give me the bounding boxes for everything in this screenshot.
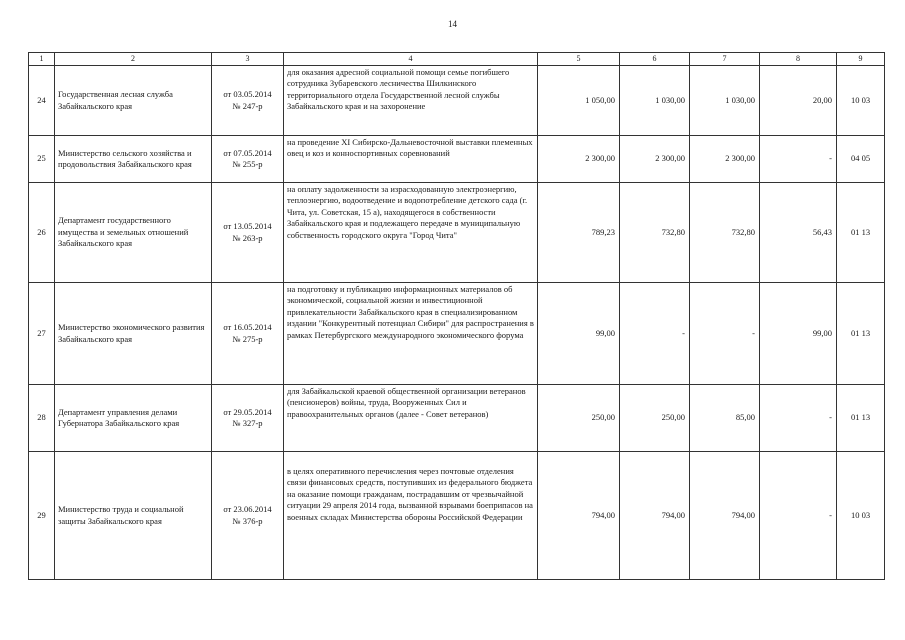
row-number: 28 — [29, 385, 55, 452]
column-header: 2 — [55, 53, 212, 66]
page-number: 14 — [448, 19, 457, 29]
budget-code: 01 13 — [837, 283, 885, 385]
amount-col6: - — [620, 283, 690, 385]
amount-col7: 732,80 — [690, 183, 760, 283]
document-cell — [212, 183, 284, 283]
document-date: от 23.06.2014 — [223, 504, 272, 515]
organization-cell: Департамент государственного имущества и земельных отношений Забайкальского края — [55, 183, 212, 283]
row-number: 29 — [29, 452, 55, 580]
organization-cell: Министерство сельского хозяйства и продовольствия Забайкальского края — [55, 136, 212, 183]
allocation-table — [28, 52, 885, 580]
document-cell — [212, 452, 284, 580]
amount-col7: 2 300,00 — [690, 136, 760, 183]
amount-col5: 789,23 — [538, 183, 620, 283]
document-date: от 07.05.2014 — [223, 147, 272, 158]
budget-code: 10 03 — [837, 66, 885, 136]
document-date: от 03.05.2014 — [223, 89, 272, 100]
document-cell — [212, 136, 284, 183]
document-date: от 16.05.2014 — [223, 322, 272, 333]
column-header: 8 — [760, 53, 837, 66]
purpose-cell: для Забайкальской краевой общественной организации ветеранов (пенсионеров) войны, труда, Вооруженных Сил и правоохранительных органов (далее - Совет ветеранов) — [284, 385, 538, 452]
budget-code: 01 13 — [837, 183, 885, 283]
amount-col5: 794,00 — [538, 452, 620, 580]
document-number: № 263-р — [232, 232, 263, 243]
table-row — [29, 283, 885, 385]
purpose-cell: в целях оперативного перечисления через почтовые отделения связи финансовых средств, поступивших из федерального бюджета на оказание помощи гражданам, пострадавшим от чрезвычайной ситуации 29 апреля 2014 года, вызванной взрывами боеприпасов на военных складах Министерства обороны Российской Федерации — [284, 452, 538, 580]
amount-col8: - — [760, 136, 837, 183]
amount-col7: 1 030,00 — [690, 66, 760, 136]
amount-col7: - — [690, 283, 760, 385]
table-row — [29, 452, 885, 580]
document-cell — [212, 283, 284, 385]
organization-cell: Департамент управления делами Губернатора Забайкальского края — [55, 385, 212, 452]
amount-col5: 250,00 — [538, 385, 620, 452]
document-number: № 247-р — [232, 100, 263, 111]
amount-col8: - — [760, 385, 837, 452]
organization-cell: Министерство экономического развития Забайкальского края — [55, 283, 212, 385]
amount-col6: 794,00 — [620, 452, 690, 580]
purpose-cell: на оплату задолженности за израсходованную электроэнергию, теплоэнергию, водоотведение и водопотребление детского сада (г. Чита, ул. Советская, 15 а), находящегося в собственности Забайкальского края и подлежащего передаче в муниципальную собственность городского округа "Город Чита" — [284, 183, 538, 283]
row-number: 24 — [29, 66, 55, 136]
document-date: от 29.05.2014 — [223, 406, 272, 417]
organization-cell: Министерство труда и социальной защиты Забайкальского края — [55, 452, 212, 580]
amount-col8: 56,43 — [760, 183, 837, 283]
document-number: № 376-р — [232, 515, 263, 526]
purpose-cell: для оказания адресной социальной помощи семье погибшего сотрудника Зубаревского лесничества Шилкинского территориального отдела Государственной лесной службы Забайкальского края и на захоронение — [284, 66, 538, 136]
purpose-cell: на подготовку и публикацию информационных материалов об экономической, социальной жизни и инвестиционной привлекательности Забайкальского края в специализированном издании "Конкурентный потенциал Сибири" для распространения в рамках Петербургского международного экономического форума — [284, 283, 538, 385]
amount-col6: 1 030,00 — [620, 66, 690, 136]
document-cell — [212, 385, 284, 452]
table-row — [29, 136, 885, 183]
column-header: 9 — [837, 53, 885, 66]
table-row — [29, 66, 885, 136]
column-header: 3 — [212, 53, 284, 66]
amount-col6: 250,00 — [620, 385, 690, 452]
table-header — [29, 53, 885, 66]
amount-col5: 2 300,00 — [538, 136, 620, 183]
amount-col8: - — [760, 452, 837, 580]
budget-code: 10 03 — [837, 452, 885, 580]
amount-col6: 732,80 — [620, 183, 690, 283]
amount-col6: 2 300,00 — [620, 136, 690, 183]
purpose-cell: на проведение XI Сибирско-Дальневосточной выставки племенных овец и коз и конноспортивных соревнований — [284, 136, 538, 183]
amount-col7: 794,00 — [690, 452, 760, 580]
table-row — [29, 385, 885, 452]
column-header: 1 — [29, 53, 55, 66]
budget-code: 01 13 — [837, 385, 885, 452]
amount-col5: 1 050,00 — [538, 66, 620, 136]
document-date: от 13.05.2014 — [223, 221, 272, 232]
document-number: № 275-р — [232, 333, 263, 344]
column-header: 7 — [690, 53, 760, 66]
document-number: № 255-р — [232, 159, 263, 169]
column-header: 6 — [620, 53, 690, 66]
row-number: 27 — [29, 283, 55, 385]
amount-col5: 99,00 — [538, 283, 620, 385]
budget-code: 04 05 — [837, 136, 885, 183]
amount-col8: 99,00 — [760, 283, 837, 385]
row-number: 26 — [29, 183, 55, 283]
amount-col8: 20,00 — [760, 66, 837, 136]
column-header: 5 — [538, 53, 620, 66]
document-number: № 327-р — [232, 418, 263, 428]
table-row — [29, 183, 885, 283]
row-number: 25 — [29, 136, 55, 183]
amount-col7: 85,00 — [690, 385, 760, 452]
organization-cell: Государственная лесная служба Забайкальского края — [55, 66, 212, 136]
document-cell — [212, 66, 284, 136]
column-header: 4 — [284, 53, 538, 66]
